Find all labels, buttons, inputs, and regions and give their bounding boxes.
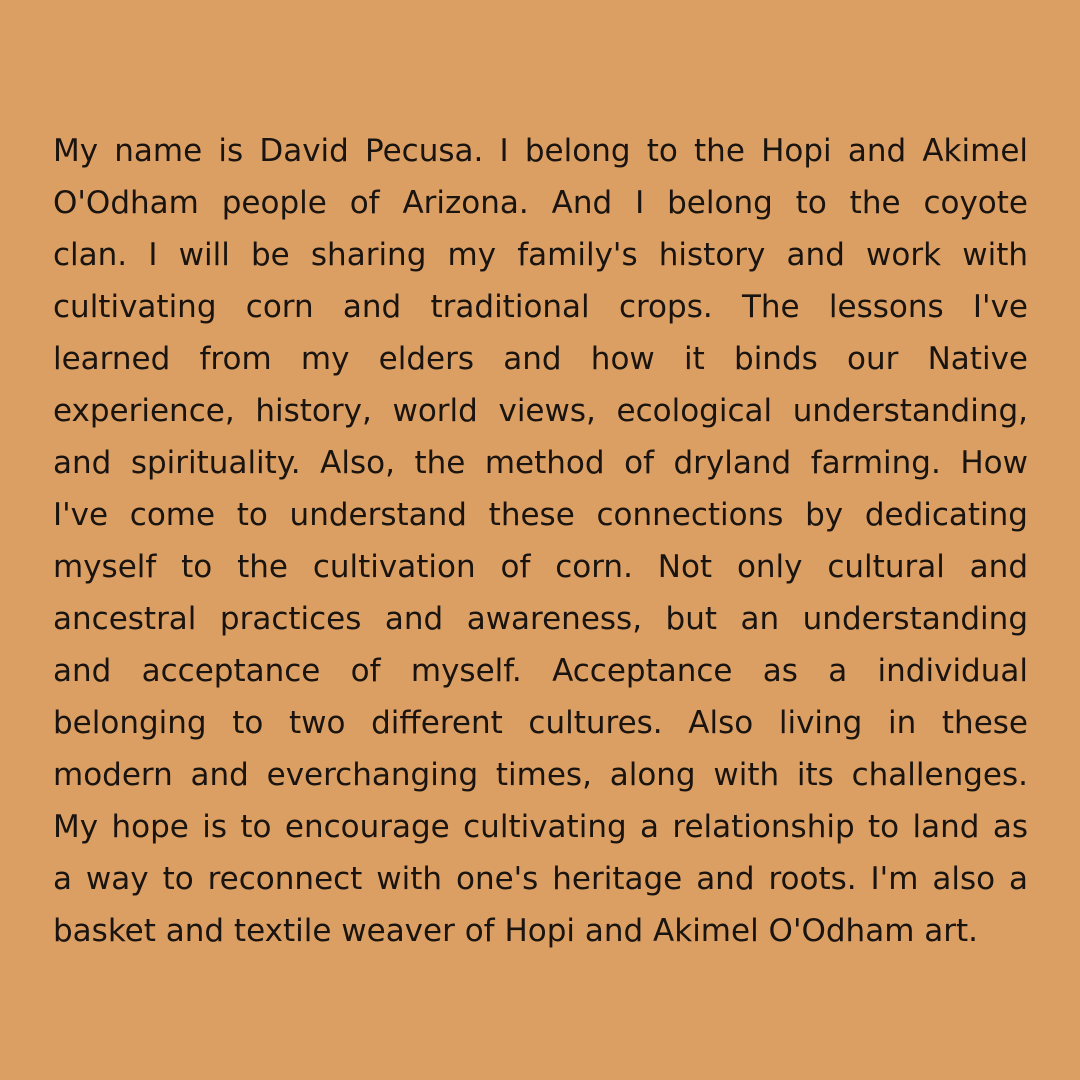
bio-line: modern and everchanging times, along with its challenges. xyxy=(53,757,1028,793)
bio-line: and spirituality. Also, the method of dryland farming. How xyxy=(53,445,1028,481)
bio-line: and acceptance of myself. Acceptance as a individual xyxy=(53,653,1028,689)
bio-line: cultivating corn and traditional crops. The lessons I've xyxy=(53,289,1028,325)
bio-line: clan. I will be sharing my family's history and work with xyxy=(53,237,1028,273)
bio-line: experience, history, world views, ecological understanding, xyxy=(53,393,1028,429)
bio-line: O'Odham people of Arizona. And I belong to the coyote xyxy=(53,185,1028,221)
bio-line: basket and textile weaver of Hopi and Akimel O'Odham art. xyxy=(53,913,978,949)
bio-line: I've come to understand these connections by dedicating xyxy=(53,497,1028,533)
bio-line: belonging to two different cultures. Also living in these xyxy=(53,705,1028,741)
bio-line: My hope is to encourage cultivating a relationship to land as xyxy=(53,809,1028,845)
bio-line: ancestral practices and awareness, but an understanding xyxy=(53,601,1028,637)
bio-line: myself to the cultivation of corn. Not only cultural and xyxy=(53,549,1028,585)
bio-line: a way to reconnect with one's heritage and roots. I'm also a xyxy=(53,861,1028,897)
bio-line: learned from my elders and how it binds our Native xyxy=(53,341,1028,377)
bio-line: My name is David Pecusa. I belong to the Hopi and Akimel xyxy=(53,133,1028,169)
bio-paragraph xyxy=(53,125,1028,957)
